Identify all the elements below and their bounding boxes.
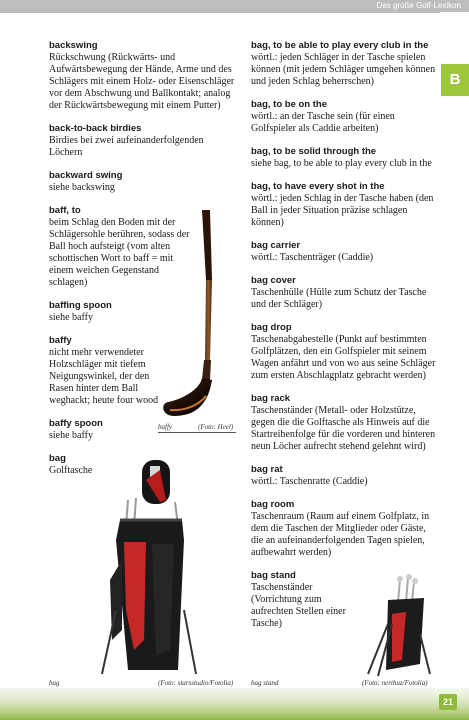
entry-definition: Taschenhülle (Hülle zum Schutz der Tasche und der Schläger) [251, 287, 427, 310]
entry [251, 99, 439, 135]
entry-term: backward swing [49, 170, 123, 181]
entry-term: bag carrier [251, 240, 301, 251]
entry-term: bag, to be able to play every club in the [251, 40, 429, 51]
entry-definition: Golftasche [49, 465, 93, 476]
entry-term: bag, to be on the [251, 99, 327, 110]
entry [251, 40, 439, 88]
baffy-caption-credit: (Foto: Heel) [198, 423, 234, 431]
entry [251, 275, 439, 311]
entry-term: bag stand [251, 570, 296, 581]
entry-definition: nicht mehr verwendeter Holzschläger mit tiefem Neigungswinkel, der den Rasen hinter dem Ball weghackt; heute four wood [49, 347, 159, 406]
entry-term: bag, to be solid through the [251, 146, 377, 157]
entry [251, 464, 439, 488]
entry-definition: Taschenraum (Raum auf einem Golfplatz, in dem die Taschen der Mitglieder oder Gäste, die an aufeinanderfolgenden Tagen spielen, aufbewahrt werden) [251, 511, 430, 558]
entry-term: bag cover [251, 275, 296, 286]
entry [251, 499, 439, 559]
entry [251, 181, 439, 229]
entry-definition: Taschenabgabestelle (Punkt auf bestimmten Golfplätzen, den ein Golfspieler mit seinem Wagen anfährt und von wo aus seine Schläger zum ersten Abschlagplatz gebracht werden) [251, 334, 436, 381]
entry-definition: siehe bag, to be able to play every club in the [251, 158, 432, 169]
section-tab: B [441, 64, 469, 96]
entry-term: bag room [251, 499, 295, 510]
entry [49, 40, 235, 112]
entry-term: baffy [49, 335, 72, 346]
entry-term: baffy spoon [49, 418, 103, 429]
golf-bag-image [100, 460, 200, 678]
entry [49, 170, 235, 194]
running-header: Das große Golf-Lexikon [376, 1, 461, 10]
entry [251, 393, 439, 453]
entry-definition: siehe baffy [49, 312, 93, 323]
entry-term: backswing [49, 40, 98, 51]
grass-footer [0, 688, 469, 720]
entry-definition: Taschenständer (Vorrichtung zum aufrechten Stellen einer Tasche) [251, 582, 346, 629]
entry-definition: siehe backswing [49, 182, 115, 193]
entry-term: bag, to have every shot in the [251, 181, 385, 192]
caption-rule [158, 432, 236, 433]
entry-term: bag [49, 453, 66, 464]
entry [49, 123, 235, 159]
stand-caption-credit: (Foto: nerthuz/Fotolia) [362, 679, 428, 687]
entry-term: bag rack [251, 393, 291, 404]
header-bar [0, 0, 469, 12]
entry-term: bag drop [251, 322, 292, 333]
entry-definition: Taschenständer (Metall- oder Holzstütze, gegen die die Golftasche als Hinweis auf die Startreihenfolge für die vorderen und hinteren neun Löcher aufrecht stehend gelehnt wird) [251, 405, 436, 452]
baffy-club-image [160, 210, 240, 420]
page-number: 21 [439, 694, 457, 710]
entry-definition: beim Schlag den Boden mit der Schlägersohle berühren, sodass der Ball hoch aufsteigt (vom alten schottischen Wort to baff = mit einem weichen Gegenstand schlagen) [49, 217, 190, 288]
entry [251, 146, 439, 170]
entry-term: back-to-back birdies [49, 123, 142, 134]
bag-stand-image [358, 574, 438, 678]
entry-definition: wörtl.: an der Tasche sein (für einen Golfspieler als Caddie arbeiten) [251, 111, 395, 134]
entry-term: baffing spoon [49, 300, 112, 311]
bag-caption-label: bag [49, 679, 60, 687]
bag-caption-credit: (Foto: starsstudio/Fotolia) [158, 679, 234, 687]
header-rule [0, 12, 440, 13]
entry-definition: Birdies bei zwei aufeinanderfolgenden Löchern [49, 135, 204, 158]
entry-definition: wörtl.: jeden Schlag in der Tasche haben (den Ball in jeder Situation präzise schlagen können) [251, 193, 434, 228]
entry-definition: wörtl.: Taschenratte (Caddie) [251, 476, 368, 487]
baffy-caption-label: baffy [158, 423, 172, 431]
entry-definition: siehe baffy [49, 430, 93, 441]
entry-definition: wörtl.: jeden Schläger in der Tasche spielen können (mit jedem Schläger umgehen können und jeden Schlag beherrschen) [251, 52, 436, 87]
entry-term: baff, to [49, 205, 81, 216]
entry-definition: wörtl.: Taschenträger (Caddie) [251, 252, 374, 263]
entry-definition: Rückschwung (Rückwärts- und Aufwärtsbewegung der Hände, Arme und des Schlägers mit einem Holz- oder Eisenschläger vor dem Abschwung und Ballkontakt; analog der Rückwärtsbewegung mit einem Putter) [49, 52, 235, 111]
entry-term: bag rat [251, 464, 283, 475]
entry [251, 322, 439, 382]
right-column [251, 40, 439, 641]
entry [251, 240, 439, 264]
stand-caption-label: bag stand [251, 679, 279, 687]
